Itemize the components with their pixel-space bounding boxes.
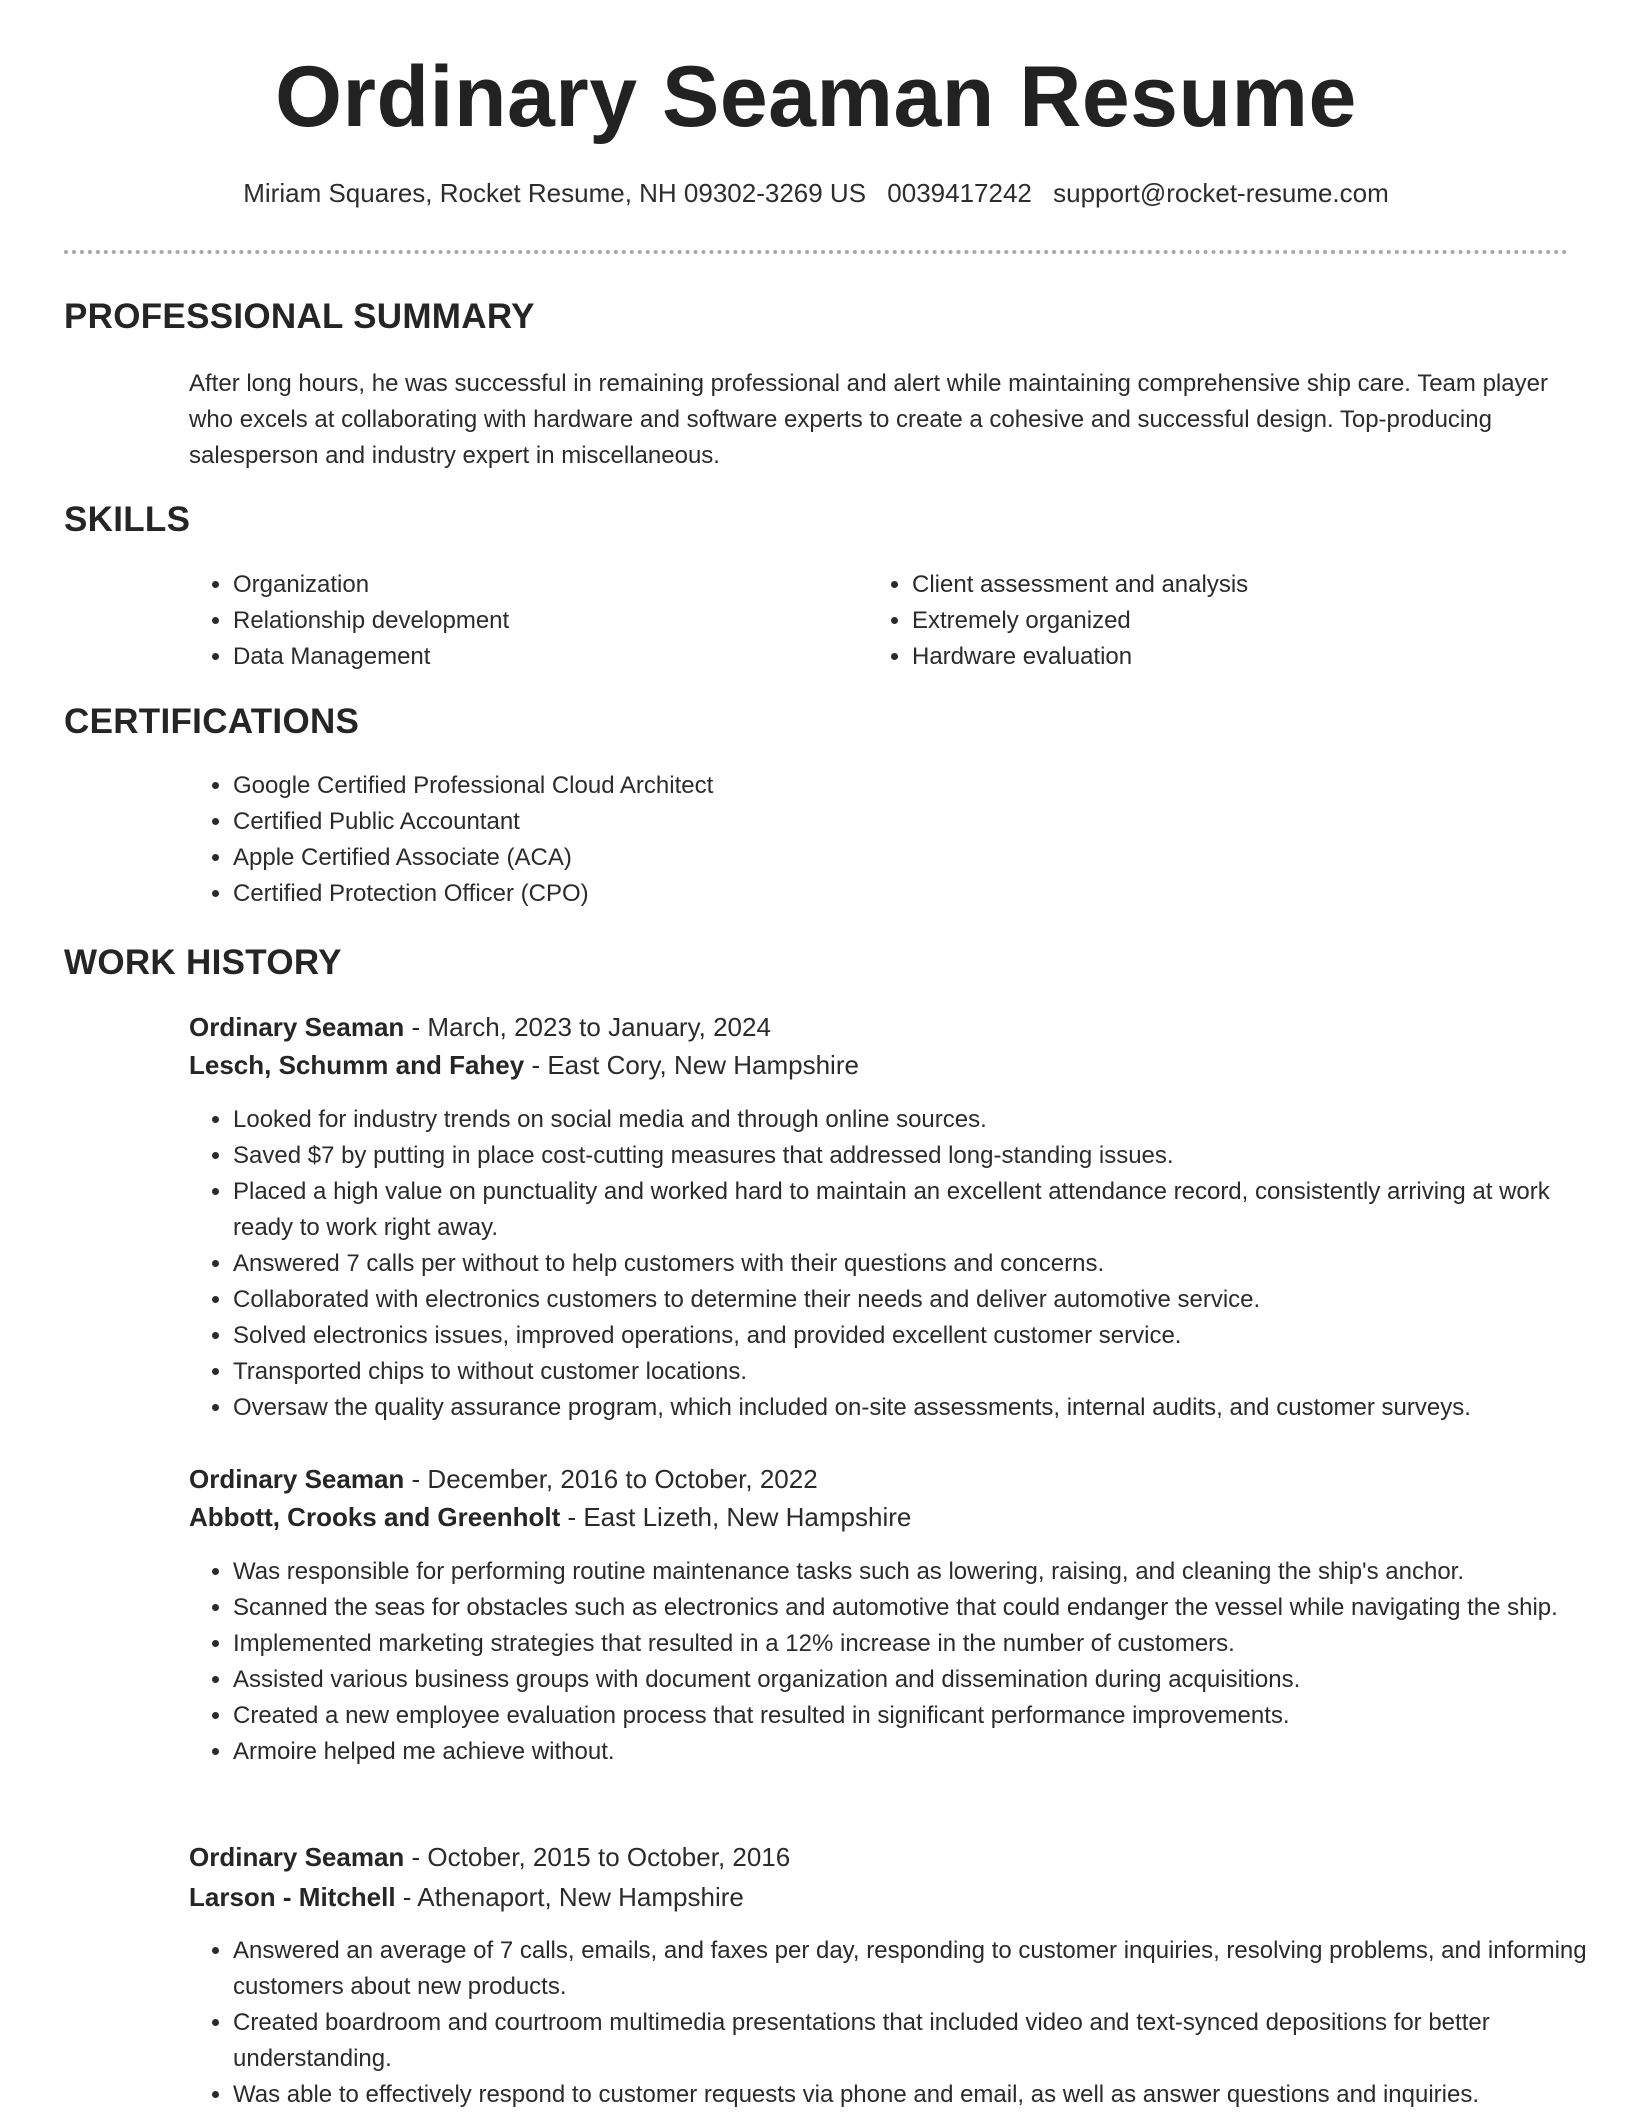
job-title-line bbox=[189, 1842, 790, 1873]
job-bullet: • Solved electronics issues, improved operations, and provided excellent customer service. bbox=[233, 1318, 1613, 1354]
job-company-line bbox=[189, 1502, 911, 1533]
job-company: Abbott, Crooks and Greenholt bbox=[189, 1502, 561, 1532]
job-bullets bbox=[189, 1554, 1613, 1770]
job-title: Ordinary Seaman bbox=[189, 1012, 405, 1042]
contact-line bbox=[0, 178, 1632, 209]
job-bullet: • Was responsible for performing routine maintenance tasks such as lowering, raising, and cleaning the ship's anchor. bbox=[233, 1554, 1613, 1590]
job-bullet: • Transported chips to without customer locations. bbox=[233, 1354, 1613, 1390]
job-location: - Athenaport, New Hampshire bbox=[395, 1882, 744, 1912]
job-bullet: • Armoire helped me achieve without. bbox=[233, 1734, 1613, 1770]
contact-phone: 0039417242 bbox=[887, 178, 1032, 208]
skill-item: • Hardware evaluation bbox=[912, 639, 1472, 675]
job-bullet: • Answered an average of 7 calls, emails, and faxes per day, responding to customer inquiries, resolving problems, and informing customers about new products. bbox=[233, 1933, 1613, 2005]
job-bullet: • Created a new employee evaluation process that resulted in significant performance improvements. bbox=[233, 1698, 1613, 1734]
job-bullet: • Answered 7 calls per without to help customers with their questions and concerns. bbox=[233, 1246, 1613, 1282]
resume-title: Ordinary Seaman Resume bbox=[275, 49, 1357, 145]
job-company-line bbox=[189, 1050, 859, 1081]
job-bullet: • Oversaw the quality assurance program, which included on-site assessments, internal audits, and customer surveys. bbox=[233, 1390, 1613, 1426]
job-dates: - March, 2023 to January, 2024 bbox=[404, 1012, 771, 1042]
job-title-line bbox=[189, 1012, 771, 1043]
job-bullet: • Looked for industry trends on social media and through online sources. bbox=[233, 1102, 1613, 1138]
skills-list-left bbox=[189, 567, 793, 675]
job-bullet: • Placed a high value on punctuality and worked hard to maintain an excellent attendance record, consistently arriving at work ready to work right away. bbox=[233, 1174, 1613, 1246]
job-bullet: • Implemented marketing strategies that resulted in a 12% increase in the number of customers. bbox=[233, 1626, 1613, 1662]
job-bullet: • Collaborated with electronics customers to determine their needs and deliver automotive service. bbox=[233, 1282, 1613, 1318]
contact-address: Miriam Squares, Rocket Resume, NH 09302-3269 US bbox=[243, 178, 867, 208]
skills-heading: SKILLS bbox=[64, 500, 191, 539]
job-location: - East Lizeth, New Hampshire bbox=[560, 1502, 912, 1532]
job-bullet: • Was able to effectively respond to customer requests via phone and email, as well as answer questions and inquiries. bbox=[233, 2077, 1613, 2113]
job-title: Ordinary Seaman bbox=[189, 1464, 405, 1494]
skill-item: • Relationship development bbox=[233, 603, 793, 639]
job-bullet: • Assisted various business groups with document organization and dissemination during acquisitions. bbox=[233, 1662, 1613, 1698]
certification-item: • Apple Certified Associate (ACA) bbox=[233, 840, 1563, 876]
job-dates: - October, 2015 to October, 2016 bbox=[404, 1842, 791, 1872]
job-dates: - December, 2016 to October, 2022 bbox=[404, 1464, 818, 1494]
contact-email[interactable]: support@rocket-resume.com bbox=[1053, 178, 1389, 208]
certifications-list bbox=[189, 768, 1563, 912]
job-bullet: • Scanned the seas for obstacles such as electronics and automotive that could endanger the vessel while navigating the ship. bbox=[233, 1590, 1613, 1626]
summary-text: After long hours, he was successful in remaining professional and alert while maintaining comprehensive ship care. Team player who excels at collaborating with hardware and software experts to create a cohesive and successful design. Top-producing salesperson and industry expert in miscellaneous. bbox=[189, 370, 1548, 469]
job-company: Lesch, Schumm and Fahey bbox=[189, 1050, 525, 1080]
job-bullet: • Created boardroom and courtroom multimedia presentations that included video and text-synced depositions for better understanding. bbox=[233, 2005, 1613, 2077]
header-divider bbox=[64, 250, 1568, 254]
job-company: Larson - Mitchell bbox=[189, 1882, 396, 1912]
job-bullet: • Saved $7 by putting in place cost-cutting measures that addressed long-standing issues. bbox=[233, 1138, 1613, 1174]
job-bullets bbox=[189, 1933, 1613, 2113]
skills-list-right bbox=[868, 567, 1472, 675]
job-location: - East Cory, New Hampshire bbox=[524, 1050, 859, 1080]
job-title-line bbox=[189, 1464, 818, 1495]
job-title: Ordinary Seaman bbox=[189, 1842, 405, 1872]
work-history-heading: WORK HISTORY bbox=[64, 943, 342, 982]
job-company-line bbox=[189, 1882, 744, 1913]
skill-item: • Client assessment and analysis bbox=[912, 567, 1472, 603]
summary-heading: PROFESSIONAL SUMMARY bbox=[64, 297, 535, 336]
skill-item: • Organization bbox=[233, 567, 793, 603]
certifications-heading: CERTIFICATIONS bbox=[64, 702, 360, 741]
certification-item: • Certified Protection Officer (CPO) bbox=[233, 876, 1563, 912]
skill-item: • Data Management bbox=[233, 639, 793, 675]
job-bullets bbox=[189, 1102, 1613, 1426]
skill-item: • Extremely organized bbox=[912, 603, 1472, 639]
certification-item: • Certified Public Accountant bbox=[233, 804, 1563, 840]
certification-item: • Google Certified Professional Cloud Architect bbox=[233, 768, 1563, 804]
